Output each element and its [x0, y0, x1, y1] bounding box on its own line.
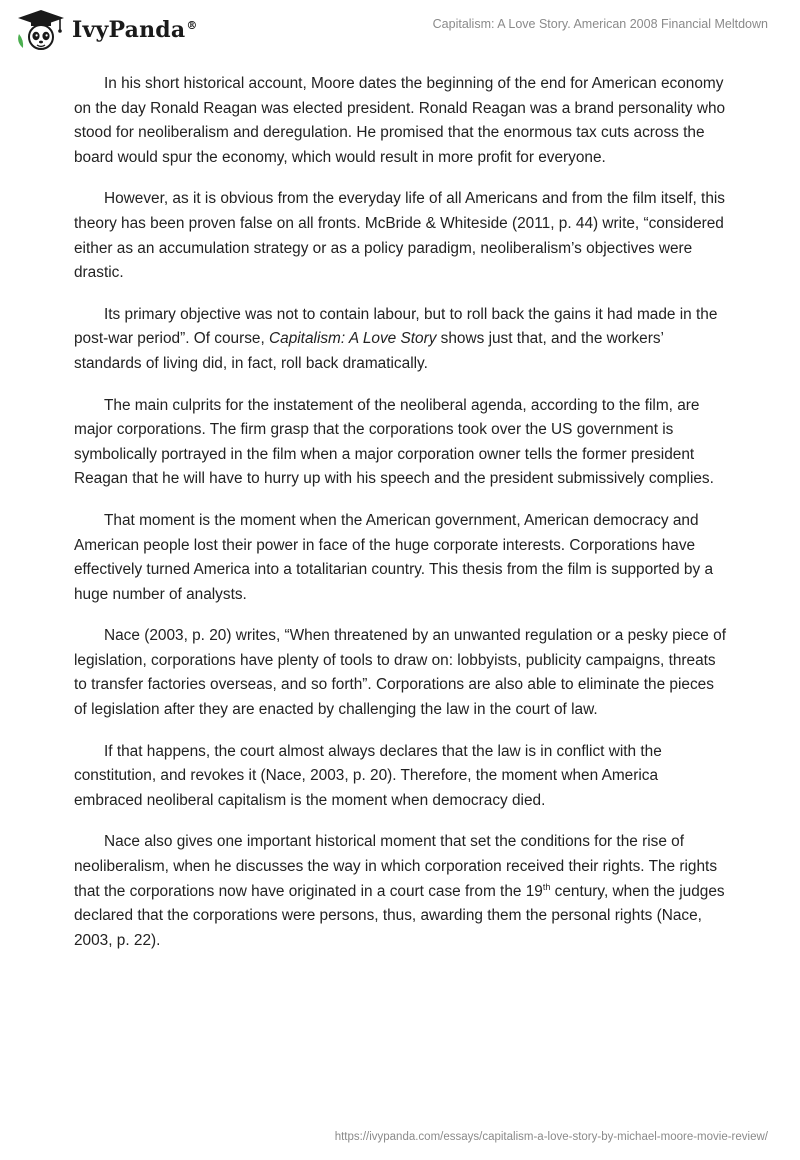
essay-body	[74, 72, 730, 970]
paragraph-2: However, as it is obvious from the everyday life of all Americans and from the film itself, this theory has been proven false on all fronts. McBride & Whiteside (2011, p. 44) write, “considered either as an accumulation strategy or as a policy paradigm, neoliberalism’s objectives were drastic.	[74, 190, 726, 282]
paragraph-3: Its primary objective was not to contain labour, but to roll back the gains it had made in the post-war period”. Of course, Capitalism: A Love Story shows just that, and the workers’ standards of living did, in fact, roll back dramatically.	[74, 305, 718, 372]
panda-graduation-cap-icon	[14, 8, 68, 52]
page-header	[0, 0, 800, 60]
paragraph-8: Nace also gives one important historical moment that set the conditions for the rise of neoliberalism, when he discusses the way in which corporation received their rights. The rights that the corporations now have originated in a court case from the 19th century, when the judges declared that the corporations were persons, thus, awarding them the personal rights (Nace, 2003, p. 22).	[74, 833, 725, 949]
paragraph-6: Nace (2003, p. 20) writes, “When threatened by an unwanted regulation or a pesky piece of legislation, corporations have plenty of tools to draw on: lobbyists, publicity campaigns, threats to transfer factories overseas, and so forth”. Corporations are also able to eliminate the pieces of legislation after they are enacted by challenging the law in the court of law.	[74, 627, 726, 719]
paragraph-1: In his short historical account, Moore dates the beginning of the end for American economy on the day Ronald Reagan was elected president. Ronald Reagan was a brand personality who stood for neoliberalism and deregulation. He promised that the enormous tax cuts across the board would spur the economy, which would result in more profit for everyone.	[74, 75, 726, 166]
paragraph-4: The main culprits for the instatement of the neoliberal agenda, according to the film, are major corporations. The firm grasp that the corporations took over the US government is symbolically portrayed in the film when a major corporation owner tells the former president Reagan that he will have to hurry up with his speech and the president submissively complies.	[74, 396, 714, 488]
source-url[interactable]: https://ivypanda.com/essays/capitalism-a-love-story-by-michael-moore-movie-review/	[334, 1131, 768, 1143]
film-title: Capitalism: A Love Story	[269, 330, 437, 348]
paragraph-5: That moment is the moment when the American government, American democracy and American people lost their power in face of the huge corporate interests. Corporations have effectively turned America into a totalitarian country. This thesis from the film is supported by a huge number of analysts.	[74, 511, 714, 603]
brand-logo[interactable]	[14, 8, 198, 52]
paragraph-7: If that happens, the court almost always declares that the law is in conflict with the constitution, and revokes it (Nace, 2003, p. 20). Therefore, the moment when America embraced neoliberal capitalism is the moment when democracy died.	[74, 742, 662, 809]
registered-mark: ®	[186, 18, 198, 32]
ordinal-superscript: th	[542, 881, 551, 892]
document-title: Capitalism: A Love Story. American 2008 Financial Meltdown	[432, 17, 768, 31]
brand-name: IvyPanda®	[72, 17, 198, 43]
